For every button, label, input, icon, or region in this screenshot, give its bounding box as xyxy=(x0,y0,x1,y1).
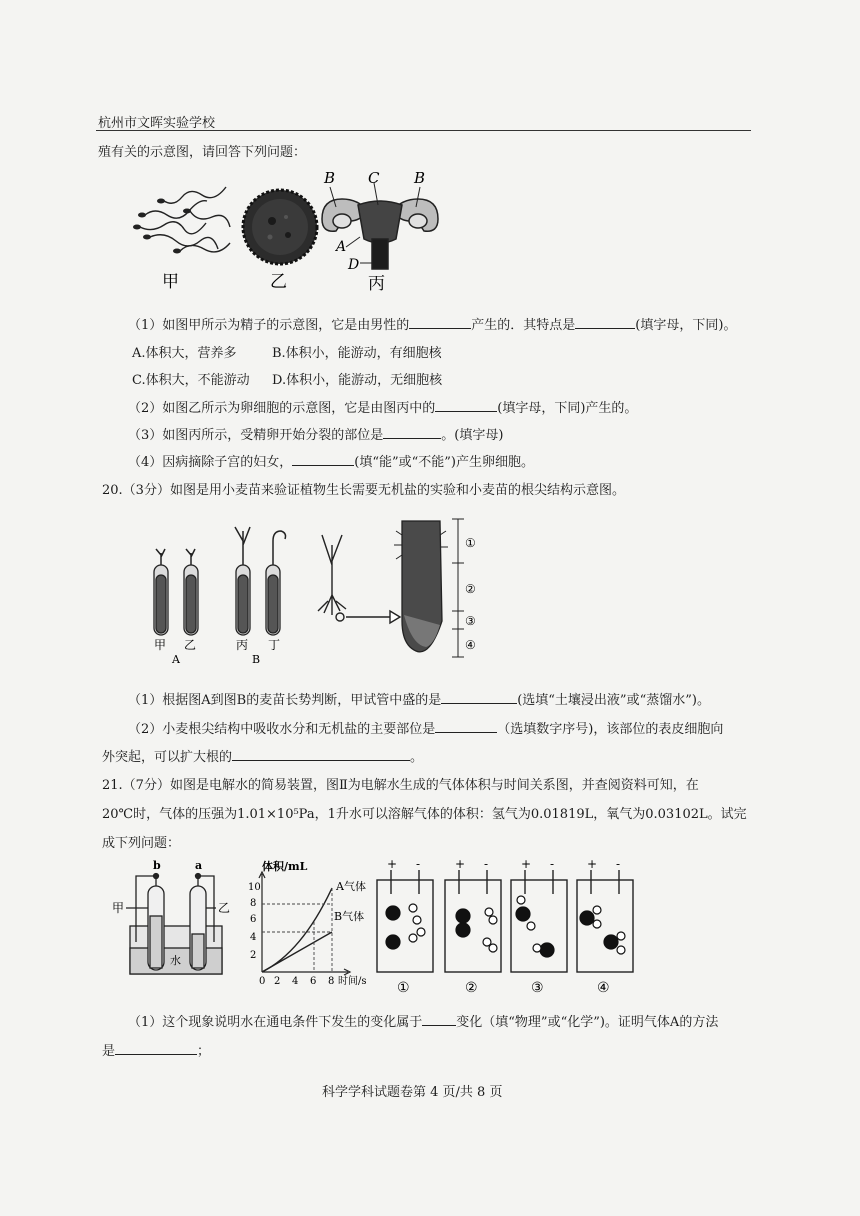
plus-4: + xyxy=(587,858,598,871)
minus-4: - xyxy=(616,858,621,871)
wheat-experiment-figure xyxy=(140,505,500,665)
label-D: D xyxy=(348,257,360,273)
q20-part2-cont: 外突起，可以扩大根的 。 xyxy=(102,750,424,765)
q21-line1: 21.（7分）如图是电解水的简易装置，图Ⅱ为电解水生成的气体体积与时间关系图，并查阅资料可知，在 xyxy=(102,778,699,793)
zone-2-label: ② xyxy=(465,582,476,596)
label-B-left: B xyxy=(324,169,336,187)
molecule-model-panels xyxy=(375,858,755,998)
tube-yi-label: 乙 xyxy=(184,638,197,652)
panel-1-num: ① xyxy=(397,980,410,996)
water-label: 水 xyxy=(170,954,181,967)
plus-2: + xyxy=(455,858,466,871)
root-tip-structure xyxy=(394,521,448,652)
q20-title: 20.（3分）如图是用小麦苗来验证植物生长需要无机盐的实验和小麦苗的根尖结构示意图。 xyxy=(102,483,625,498)
egg-cell-drawing xyxy=(243,190,317,264)
minus-1: - xyxy=(416,858,421,871)
label-bing: 丙 xyxy=(368,274,385,294)
q19-part1: （1）如图甲所示为精子的示意图，它是由男性的 产生的．其特点是 (填字母，下同)。 xyxy=(128,318,737,333)
ytick-6: 6 xyxy=(250,914,257,925)
label-yi: 乙 xyxy=(270,272,287,292)
ytick-2: 2 xyxy=(250,950,257,961)
plus-3: + xyxy=(521,858,532,871)
q20-part2: （2）小麦根尖结构中吸收水分和无机盐的主要部位是 （选填数字序号)，该部位的表皮细胞向 xyxy=(128,722,724,737)
reproduction-figure xyxy=(120,165,450,295)
tube-yi-label: 乙 xyxy=(218,901,231,915)
xtick-0: 0 xyxy=(259,976,266,987)
q19-option-c: C.体积大，不能游动 xyxy=(132,373,250,388)
q19-option-d: D.体积小，能游动，无细胞核 xyxy=(272,373,443,388)
intro-text: 殖有关的示意图，请回答下列问题： xyxy=(98,145,307,160)
xtick-2: 2 xyxy=(274,976,281,987)
q19-option-a: A.体积大，营养多 xyxy=(132,346,237,361)
tube-ding-label: 丁 xyxy=(268,638,281,652)
plus-1: + xyxy=(387,858,398,871)
xtick-4: 4 xyxy=(292,976,299,987)
q19-option-b: B.体积小，能游动，有细胞核 xyxy=(272,346,442,361)
series-b-label: B气体 xyxy=(334,910,365,923)
q21-part1: （1）这个现象说明水在通电条件下发生的变化属于 变化（填“物理”或“化学”)。证明气体A的方法 xyxy=(128,1015,719,1030)
tube-bing-label: 丙 xyxy=(236,638,249,652)
q19-part3: （3）如图丙所示，受精卵开始分裂的部位是 。(填字母) xyxy=(128,428,504,443)
minus-2: - xyxy=(484,858,489,871)
uterus-drawing xyxy=(322,199,438,269)
panel-2-atoms xyxy=(456,908,497,952)
zone-brackets xyxy=(452,519,464,657)
electrode-a-label: a xyxy=(195,859,203,872)
ytick-4: 4 xyxy=(250,932,257,943)
zone-4-label: ④ xyxy=(465,638,476,652)
q19-part4: （4）因病摘除子宫的妇女， (填“能”或“不能”)产生卵细胞。 xyxy=(128,455,535,470)
root-tip-seedling xyxy=(318,535,400,623)
q20-part1: （1）根据图A到图B的麦苗长势判断，甲试管中盛的是 (选填“土壤浸出液”或“蒸馏水”)。 xyxy=(128,693,710,708)
label-jia: 甲 xyxy=(162,272,179,292)
zone-1-label: ① xyxy=(465,536,476,550)
xtick-8: 8 xyxy=(328,976,335,987)
minus-3: - xyxy=(550,858,555,871)
group-a-label: A xyxy=(172,653,180,665)
volume-time-graph xyxy=(248,860,378,988)
graph-ylabel: 体积/mL xyxy=(262,860,308,873)
school-header: 杭州市文晖实验学校 xyxy=(98,116,216,131)
graph-xlabel: 时间/s xyxy=(338,976,367,987)
q21-line3: 成下列问题： xyxy=(102,836,181,851)
group-b-label: B xyxy=(252,653,261,665)
q21-line2: 20℃时，气体的压强为1.01×10⁵Pa，1升水可以溶解气体的体积：氢气为0.01819L，氧气为0.03102L。试完 xyxy=(102,807,747,822)
page-footer: 科学学科试题卷第 4 页/共 8 页 xyxy=(322,1085,503,1100)
panel-3-num: ③ xyxy=(531,980,544,996)
xtick-6: 6 xyxy=(310,976,317,987)
seedlings xyxy=(156,527,286,565)
panel-4-num: ④ xyxy=(597,980,610,996)
label-C: C xyxy=(368,169,380,187)
panel-3-atoms xyxy=(516,896,554,957)
q19-part2: （2）如图乙所示为卵细胞的示意图，它是由图丙中的 (填字母，下同)产生的。 xyxy=(128,401,638,416)
ytick-8: 8 xyxy=(250,898,257,909)
ytick-10: 10 xyxy=(248,882,261,893)
panel-4-atoms xyxy=(580,906,625,954)
test-tubes xyxy=(154,565,280,635)
tube-jia-label: 甲 xyxy=(154,638,167,652)
panel-2-num: ② xyxy=(465,980,478,996)
tube-jia-label: 甲 xyxy=(112,901,125,915)
header-rule xyxy=(96,130,751,131)
sperm-drawing xyxy=(140,187,230,252)
q21-part1-cont: 是 ； xyxy=(102,1044,211,1059)
series-a-label: A气体 xyxy=(336,880,366,893)
label-A: A xyxy=(336,239,347,255)
panel-1-atoms xyxy=(386,904,425,949)
electrode-b-label: b xyxy=(153,859,161,872)
electrolysis-apparatus xyxy=(112,856,247,986)
zone-3-label: ③ xyxy=(465,614,476,628)
label-B-right: B xyxy=(414,169,426,187)
